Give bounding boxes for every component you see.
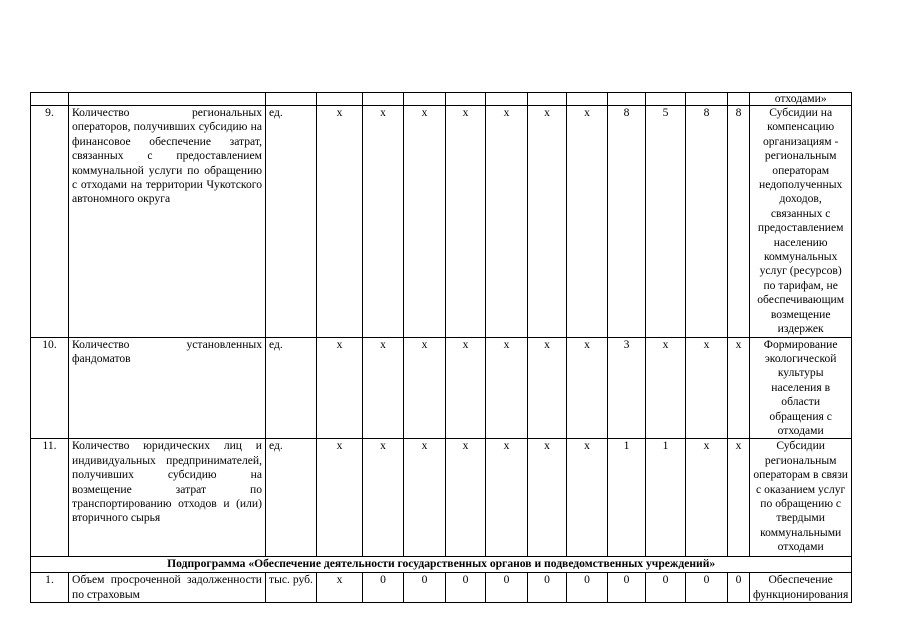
value-cell: х [567, 106, 608, 338]
table-row [31, 439, 852, 557]
value-cell: 1 [608, 439, 646, 557]
value-cell: х [404, 439, 446, 557]
value-cell: 1 [646, 439, 686, 557]
value-cell: х [317, 573, 363, 603]
value-cell: х [446, 106, 486, 338]
value-cell: х [486, 337, 528, 439]
value-cell: х [317, 106, 363, 338]
table-row [31, 106, 852, 338]
value-cell: х [567, 439, 608, 557]
indicators-table [30, 92, 852, 603]
value-cell: х [567, 337, 608, 439]
value-cell: 8 [608, 106, 646, 338]
value-cell: 0 [567, 573, 608, 603]
indicator-name: Количество установленных фандоматов [69, 337, 266, 439]
value-cell: 0 [646, 573, 686, 603]
value-cell: х [528, 439, 567, 557]
table-row-continued [31, 93, 852, 106]
value-cell: 5 [646, 106, 686, 338]
row-number: 11. [31, 439, 69, 557]
value-cell: х [728, 439, 750, 557]
row-number: 9. [31, 106, 69, 338]
value-cell: х [528, 337, 567, 439]
value-cell: 0 [608, 573, 646, 603]
subprogram-title: Подпрограмма «Обеспечение деятельности государственных органов и подведомственных учреждений» [31, 557, 852, 573]
value-cell: х [646, 337, 686, 439]
value-cell: х [317, 439, 363, 557]
value-cell: 0 [446, 573, 486, 603]
unit-cell: тыс. руб. [266, 573, 317, 603]
value-cell: 0 [486, 573, 528, 603]
value-cell: х [317, 337, 363, 439]
value-cell: х [528, 106, 567, 338]
value-cell: х [486, 106, 528, 338]
unit-cell: ед. [266, 439, 317, 557]
value-cell: х [686, 337, 728, 439]
value-cell: х [728, 337, 750, 439]
row-note: Формирование экологической культуры населения в области обращения с отходами [750, 337, 852, 439]
subprogram-header-row [31, 557, 852, 573]
value-cell: 3 [608, 337, 646, 439]
value-cell: 0 [686, 573, 728, 603]
row-number: 10. [31, 337, 69, 439]
value-cell: х [363, 439, 404, 557]
value-cell: 0 [404, 573, 446, 603]
value-cell: х [446, 439, 486, 557]
value-cell: х [404, 337, 446, 439]
table-row [31, 337, 852, 439]
value-cell: х [363, 106, 404, 338]
table-row [31, 573, 852, 603]
value-cell: х [486, 439, 528, 557]
indicator-name: Количество региональных операторов, получивших субсидию на финансовое обеспечение затрат, связанных с предоставлением коммунальной услуги по обращению с отходами на территории Чукотского автономного округа [69, 106, 266, 338]
unit-cell: ед. [266, 106, 317, 338]
indicator-name: Количество юридических лиц и индивидуальных предпринимателей, получивших субсидию на возмещение затрат по транспортированию отходов и (или) вторичного сырья [69, 439, 266, 557]
row-note: отходами» [750, 93, 852, 106]
indicator-name: Объем просроченной задолженности по страховым [69, 573, 266, 603]
value-cell: 0 [528, 573, 567, 603]
row-note: Обеспечение функционирования [750, 573, 852, 603]
value-cell: 8 [728, 106, 750, 338]
row-note: Субсидии на компенсацию организациям - региональным операторам недополученных доходов, связанных с предоставлением населению коммунальных услуг (ресурсов) по тарифам, не обеспечивающим возмещение издержек [750, 106, 852, 338]
value-cell: 8 [686, 106, 728, 338]
value-cell: х [363, 337, 404, 439]
row-number: 1. [31, 573, 69, 603]
value-cell: х [404, 106, 446, 338]
row-note: Субсидии региональным операторам в связи с оказанием услуг по обращению с твердыми коммунальными отходами [750, 439, 852, 557]
value-cell: 0 [728, 573, 750, 603]
value-cell: 0 [363, 573, 404, 603]
unit-cell: ед. [266, 337, 317, 439]
value-cell: х [446, 337, 486, 439]
value-cell: х [686, 439, 728, 557]
